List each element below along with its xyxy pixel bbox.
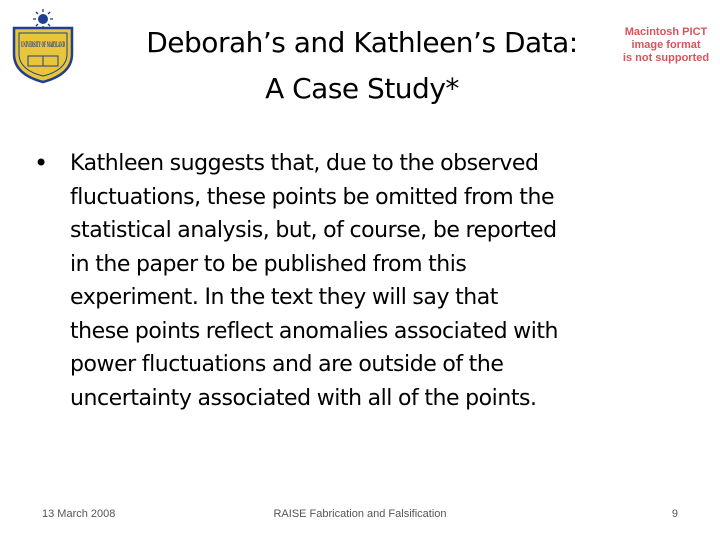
logo-text: UNIVERSITY OF MARYLAND bbox=[21, 40, 65, 49]
bullet-line: power fluctuations and are outside of the bbox=[70, 352, 504, 377]
pict-notice-line1: Macintosh PICT bbox=[624, 26, 708, 38]
title-line-1: Deborah’s and Kathleen’s Data: bbox=[146, 26, 578, 59]
slide-title bbox=[82, 20, 642, 112]
page-number: 9 bbox=[671, 508, 678, 520]
footer-title: RAISE Fabrication and Falsification bbox=[273, 508, 447, 520]
pict-notice-line3: is not supported bbox=[622, 52, 710, 64]
sun-icon bbox=[33, 9, 53, 29]
bullet-line: experiment. In the text they will say that bbox=[70, 285, 498, 310]
bullet-line: these points reflect anomalies associated with bbox=[70, 318, 559, 344]
university-crest-icon bbox=[8, 8, 78, 84]
bullet-line: statistical analysis, but, of course, be reported bbox=[70, 218, 557, 243]
title-line-2: A Case Study* bbox=[265, 72, 459, 105]
bullet-text bbox=[70, 147, 690, 415]
pict-notice-line2: image format bbox=[631, 39, 701, 51]
bullet-dot-icon: • bbox=[34, 149, 49, 177]
slide-body bbox=[30, 147, 690, 415]
bullet-line: uncertainty associated with all of the points. bbox=[70, 385, 537, 411]
footer-date: 13 March 2008 bbox=[42, 508, 116, 520]
bullet-line: Kathleen suggests that, due to the observed bbox=[70, 151, 539, 176]
bullet-line: fluctuations, these points be omitted from the bbox=[70, 184, 555, 210]
bullet-line: in the paper to be published from this bbox=[70, 251, 467, 277]
bullet-item bbox=[30, 147, 690, 415]
